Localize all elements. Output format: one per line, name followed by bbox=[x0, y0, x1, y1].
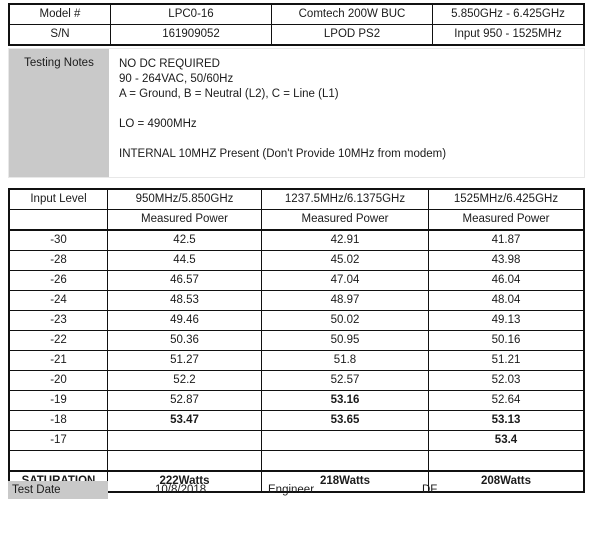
power-cell-f2: 53.16 bbox=[262, 391, 429, 411]
saturation-value-f2: 218Watts bbox=[262, 471, 429, 492]
note-line: INTERNAL 10MHZ Present (Don't Provide 10MHz from modem) bbox=[119, 148, 447, 160]
table-row bbox=[9, 351, 584, 371]
power-cell-f2: 45.02 bbox=[262, 251, 429, 271]
platform-value: LPOD PS2 bbox=[272, 25, 433, 46]
table-subheader-row bbox=[9, 210, 584, 231]
column-header-freq-2: 1237.5MHz/6.1375GHz bbox=[262, 189, 429, 210]
info-row-label: S/N bbox=[9, 25, 111, 46]
input-level-cell: -30 bbox=[9, 230, 108, 251]
power-cell-f2: 47.04 bbox=[262, 271, 429, 291]
input-level-cell bbox=[9, 451, 108, 472]
model-description-value: Comtech 200W BUC bbox=[272, 4, 433, 25]
input-level-cell: -26 bbox=[9, 271, 108, 291]
note-spacer bbox=[119, 102, 584, 117]
table-row bbox=[9, 25, 584, 46]
power-cell-f2: 53.65 bbox=[262, 411, 429, 431]
power-cell-f1: 53.47 bbox=[108, 411, 262, 431]
power-cell-f2: 50.02 bbox=[262, 311, 429, 331]
power-cell-f3: 52.03 bbox=[429, 371, 585, 391]
model-number-value: LPC0-16 bbox=[111, 4, 272, 25]
column-header-freq-1: 950MHz/5.850GHz bbox=[108, 189, 262, 210]
power-cell-f2 bbox=[262, 431, 429, 451]
table-row bbox=[9, 371, 584, 391]
table-row bbox=[9, 311, 584, 331]
power-cell-f2: 50.95 bbox=[262, 331, 429, 351]
power-cell-f2 bbox=[262, 451, 429, 472]
input-level-cell: -22 bbox=[9, 331, 108, 351]
saturation-value-f1: 222Watts bbox=[108, 471, 262, 492]
power-cell-f1: 51.27 bbox=[108, 351, 262, 371]
power-cell-f3: 53.13 bbox=[429, 411, 585, 431]
subheader-measured-power-2: Measured Power bbox=[262, 210, 429, 231]
table-row bbox=[9, 230, 584, 251]
power-cell-f1: 42.5 bbox=[108, 230, 262, 251]
power-cell-f3: 46.04 bbox=[429, 271, 585, 291]
testing-notes-block bbox=[8, 48, 585, 178]
info-row-label: Model # bbox=[9, 4, 111, 25]
power-cell-f2: 51.8 bbox=[262, 351, 429, 371]
footer-metadata-row bbox=[8, 481, 585, 501]
power-cell-f1: 49.46 bbox=[108, 311, 262, 331]
table-row bbox=[9, 331, 584, 351]
saturation-value-f3: 208Watts bbox=[429, 471, 585, 492]
power-cell-f3: 41.87 bbox=[429, 230, 585, 251]
input-level-cell: -20 bbox=[9, 371, 108, 391]
power-cell-f1: 52.2 bbox=[108, 371, 262, 391]
note-spacer bbox=[119, 132, 584, 147]
power-cell-f1: 48.53 bbox=[108, 291, 262, 311]
table-row bbox=[9, 391, 584, 411]
column-header-input-level: Input Level bbox=[9, 189, 108, 210]
output-frequency-value: 5.850GHz - 6.425GHz bbox=[433, 4, 585, 25]
engineer-value: DF bbox=[422, 484, 438, 496]
power-cell-f1 bbox=[108, 431, 262, 451]
power-cell-f1: 46.57 bbox=[108, 271, 262, 291]
test-date-label: Test Date bbox=[8, 481, 108, 499]
input-frequency-value: Input 950 - 1525MHz bbox=[433, 25, 585, 46]
power-cell-f3: 52.64 bbox=[429, 391, 585, 411]
power-cell-f3: 49.13 bbox=[429, 311, 585, 331]
subheader-measured-power-1: Measured Power bbox=[108, 210, 262, 231]
power-cell-f1: 52.87 bbox=[108, 391, 262, 411]
table-row bbox=[9, 411, 584, 431]
note-line: A = Ground, B = Neutral (L2), C = Line (L1) bbox=[119, 88, 339, 100]
table-row bbox=[9, 4, 584, 25]
subheader-measured-power-3: Measured Power bbox=[429, 210, 585, 231]
table-header-row bbox=[9, 189, 584, 210]
input-level-cell: -21 bbox=[9, 351, 108, 371]
device-info-table bbox=[8, 3, 585, 46]
input-level-cell: -28 bbox=[9, 251, 108, 271]
power-cell-f3: 43.98 bbox=[429, 251, 585, 271]
input-level-cell: -19 bbox=[9, 391, 108, 411]
input-level-cell: -24 bbox=[9, 291, 108, 311]
note-line: 90 - 264VAC, 50/60Hz bbox=[119, 73, 234, 85]
power-cell-f1: 50.36 bbox=[108, 331, 262, 351]
power-cell-f3: 48.04 bbox=[429, 291, 585, 311]
power-cell-f2: 42.91 bbox=[262, 230, 429, 251]
input-level-cell: -18 bbox=[9, 411, 108, 431]
testing-notes-label: Testing Notes bbox=[9, 49, 109, 177]
power-cell-f1 bbox=[108, 451, 262, 472]
engineer-label: Engineer bbox=[268, 484, 315, 496]
power-cell-f2: 48.97 bbox=[262, 291, 429, 311]
table-row bbox=[9, 251, 584, 271]
power-cell-f3: 53.4 bbox=[429, 431, 585, 451]
subheader-blank bbox=[9, 210, 108, 231]
power-cell-f3: 51.21 bbox=[429, 351, 585, 371]
measured-power-table bbox=[8, 188, 585, 493]
power-cell-f3 bbox=[429, 451, 585, 472]
column-header-freq-3: 1525MHz/6.425GHz bbox=[429, 189, 585, 210]
input-level-cell: -23 bbox=[9, 311, 108, 331]
table-row bbox=[9, 431, 584, 451]
note-line: LO = 4900MHz bbox=[119, 118, 197, 130]
note-line: NO DC REQUIRED bbox=[119, 58, 220, 70]
table-row bbox=[9, 291, 584, 311]
power-cell-f3: 50.16 bbox=[429, 331, 585, 351]
serial-number-value: 161909052 bbox=[111, 25, 272, 46]
power-cell-f2: 52.57 bbox=[262, 371, 429, 391]
test-date-value: 10/8/2018 bbox=[155, 484, 207, 496]
input-level-cell: -17 bbox=[9, 431, 108, 451]
table-row bbox=[9, 271, 584, 291]
power-cell-f1: 44.5 bbox=[108, 251, 262, 271]
testing-notes-body bbox=[109, 49, 584, 177]
table-row-empty bbox=[9, 451, 584, 472]
